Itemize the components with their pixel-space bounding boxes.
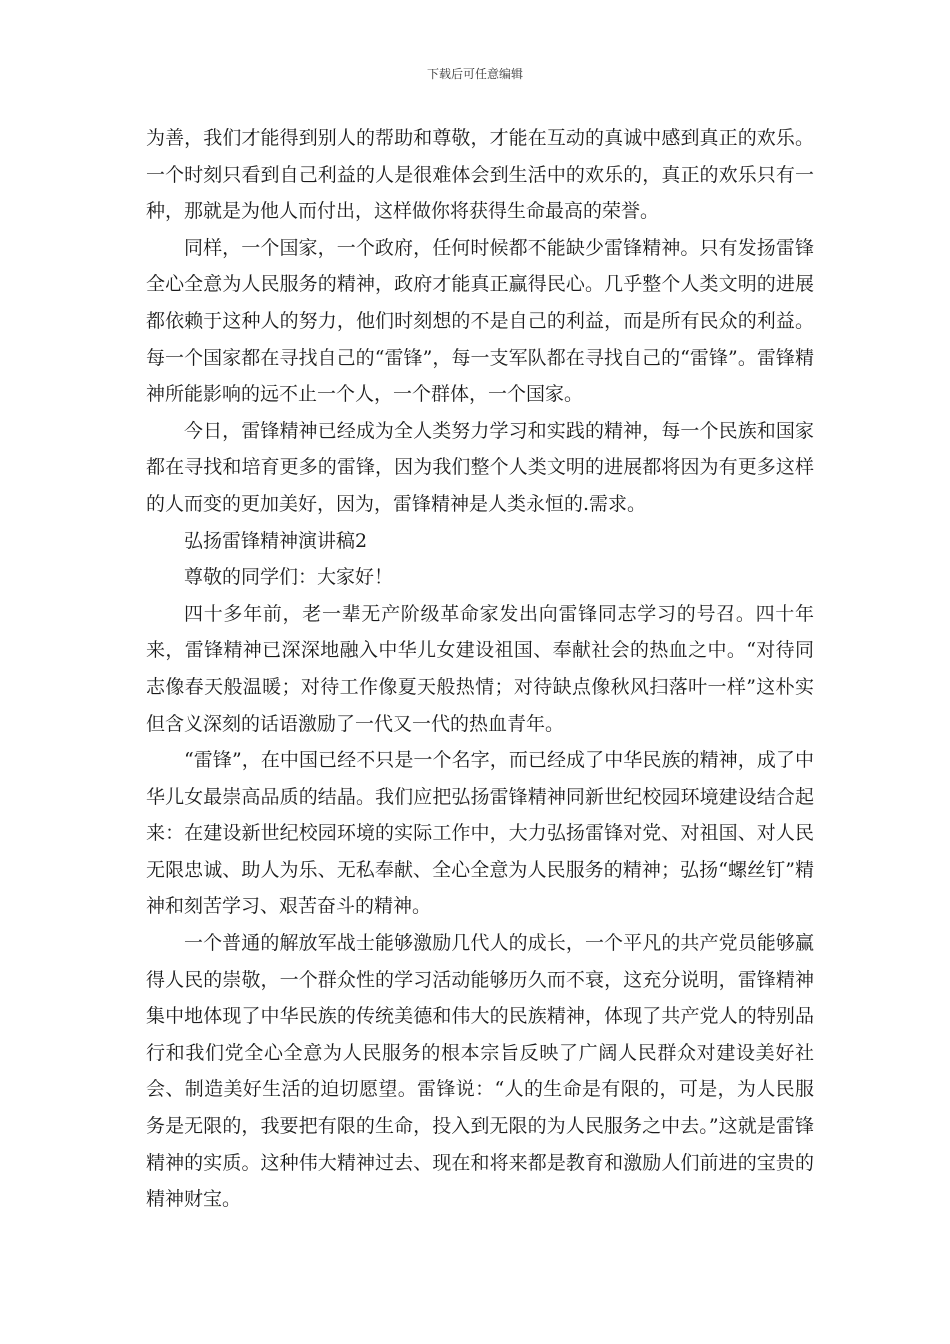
page-header: 下载后可任意编辑 [426, 67, 523, 81]
document-body [146, 120, 814, 1218]
salutation: 尊敬的同学们：大家好！ [184, 566, 394, 589]
section-title: 弘扬雷锋精神演讲稿2 [184, 529, 368, 552]
paragraph: 同样，一个国家，一个政府，任何时候都不能缺少雷锋精神。只有发扬雷锋全心全意为人民服务的精神，政府才能真正赢得民心。几乎整个人类文明的进展都依赖于这种人的努力，他们时刻想的不是自己的利益，而是所有民众的利益。每一个国家都在寻找自己的“雷锋”，每一支军队都在寻找自己的“雷锋”。雷锋精神所能影响的远不止一个人，一个群体，一个国家。 [146, 236, 814, 406]
paragraph: 四十多年前，老一辈无产阶级革命家发出向雷锋同志学习的号召。四十年来，雷锋精神已深深地融入中华儿女建设祖国、奉献社会的热血之中。“对待同志像春天般温暖；对待工作像夏天般热情；对待缺点像秋风扫落叶一样”这朴实但含义深刻的话语激励了一代又一代的热血青年。 [146, 602, 814, 735]
paragraph: 今日，雷锋精神已经成为全人类努力学习和实践的精神，每一个民族和国家都在寻找和培育更多的雷锋，因为我们整个人类文明的进展都将因为有更多这样的人而变的更加美好，因为，雷锋精神是人类永恒的.需求。 [146, 419, 814, 515]
paragraph: 一个普通的解放军战士能够激励几代人的成长，一个平凡的共产党员能够赢得人民的崇敬，一个群众性的学习活动能够历久而不衰，这充分说明，雷锋精神集中地体现了中华民族的传统美德和伟大的民族精神，体现了共产党人的特别品行和我们党全心全意为人民服务的根本宗旨反映了广阔人民群众对建设美好社会、制造美好生活的迫切愿望。雷锋说：“人的生命是有限的，可是，为人民服务是无限的，我要把有限的生命，投入到无限的为人民服务之中去。”这就是雷锋精神的实质。这种伟大精神过去、现在和将来都是教育和激励人们前进的宝贵的精神财宝。 [146, 932, 814, 1211]
paragraph: 为善，我们才能得到别人的帮助和尊敬，才能在互动的真诚中感到真正的欢乐。一个时刻只看到自己利益的人是很难体会到生活中的欢乐的，真正的欢乐只有一种，那就是为他人而付出，这样做你将获得生命最高的荣誉。 [146, 127, 814, 223]
paragraph: “雷锋”，在中国已经不只是一个名字，而已经成了中华民族的精神，成了中华儿女最崇高品质的结晶。我们应把弘扬雷锋精神同新世纪校园环境建设结合起来：在建设新世纪校园环境的实际工作中，大力弘扬雷锋对党、对祖国、对人民无限忠诚、助人为乐、无私奉献、全心全意为人民服务的精神；弘扬“螺丝钉”精神和刻苦学习、艰苦奋斗的精神。 [146, 749, 814, 918]
